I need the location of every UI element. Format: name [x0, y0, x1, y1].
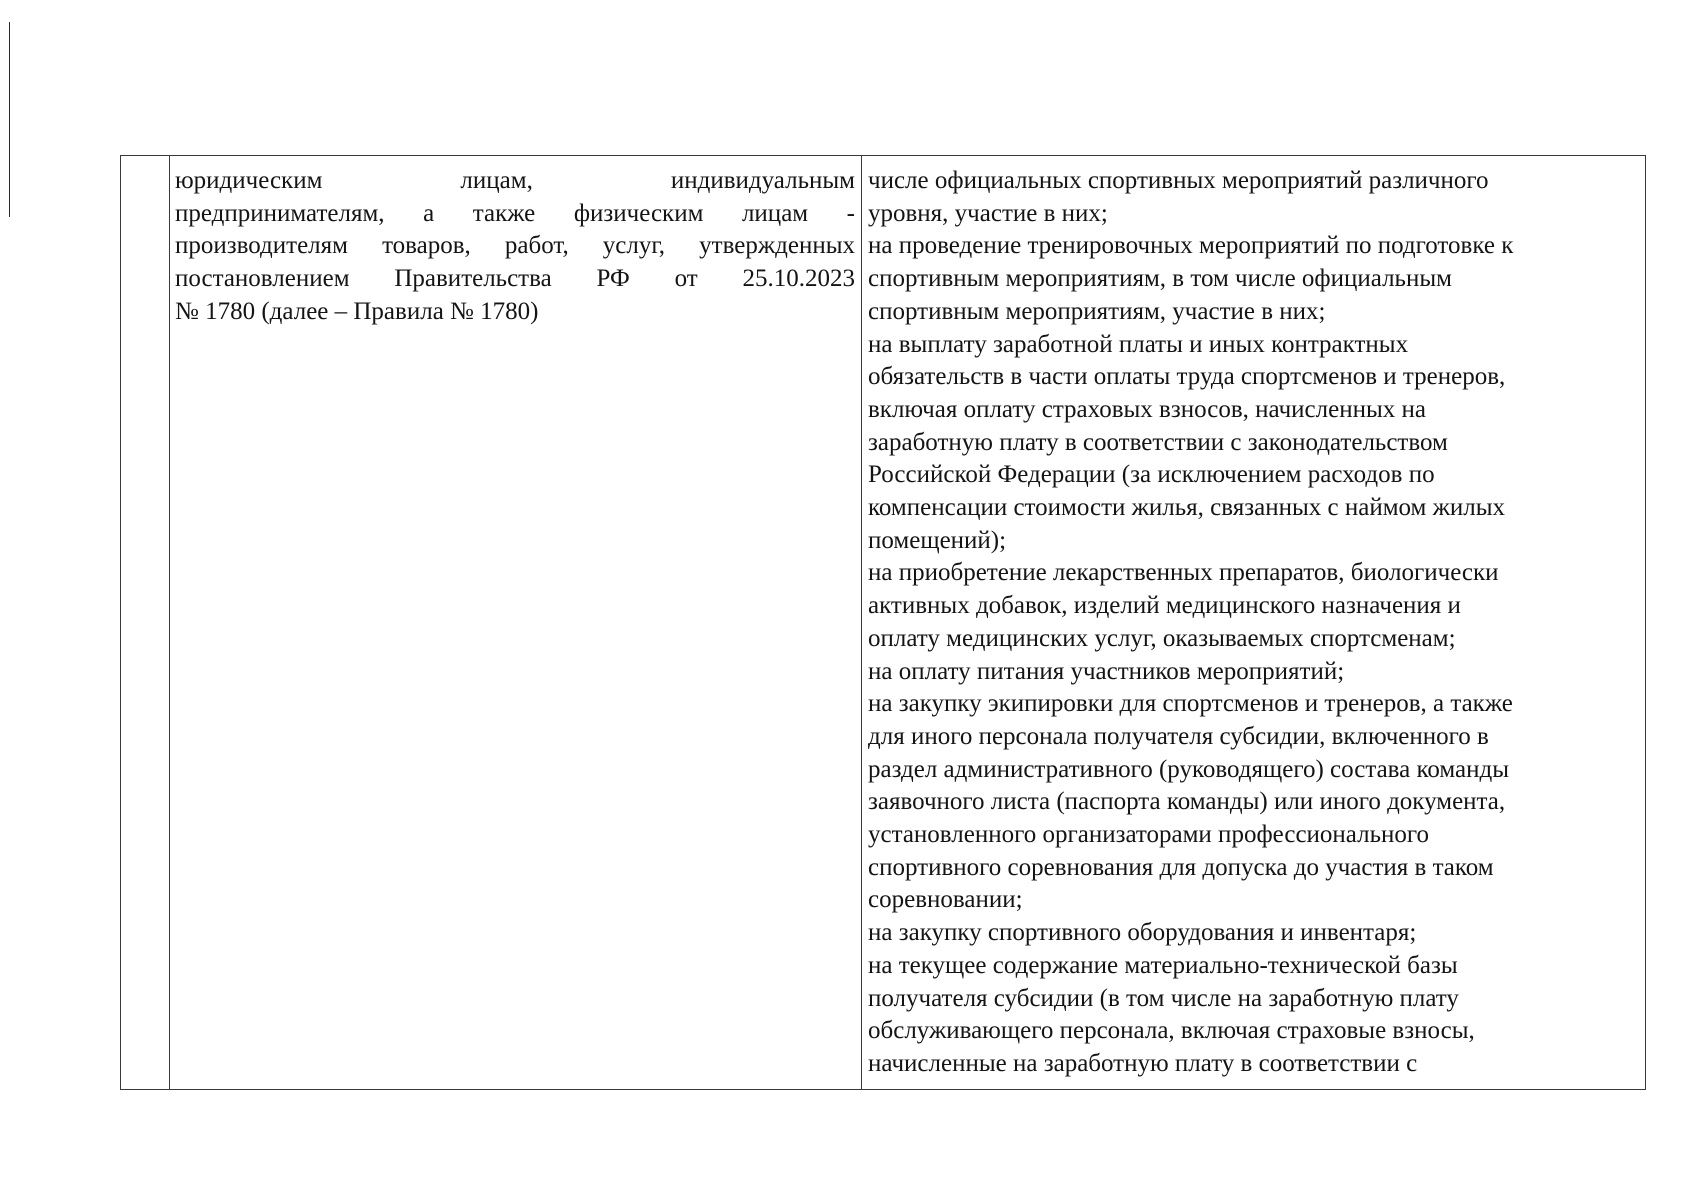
expense-line: заработную плату в соответствии с законодательством — [868, 428, 1448, 456]
legal-basis-line: юридическим лицам, индивидуальным — [175, 167, 855, 194]
column-divider-content — [861, 156, 862, 1089]
column-divider-number — [169, 156, 170, 1089]
expense-line: числе официальных спортивных мероприятий различного — [868, 167, 1489, 194]
expense-line: соревновании; — [868, 886, 1023, 914]
expense-line: на текущее содержание материально-технической базы — [868, 951, 1458, 979]
legal-basis-line: № 1780 (далее – Правила № 1780) — [175, 297, 539, 325]
expense-line: на закупку экипировки для спортсменов и тренеров, а также — [868, 690, 1513, 718]
expense-line: оплату медицинских услуг, оказываемых спортсменам; — [868, 624, 1456, 652]
legal-basis-line: производителям товаров, работ, услуг, утвержденных — [175, 232, 855, 260]
expense-line: включая оплату страховых взносов, начисленных на — [868, 395, 1426, 423]
expense-line: начисленные на заработную плату в соответствии с — [868, 1049, 1418, 1077]
expense-line: спортивным мероприятиям, участие в них; — [868, 297, 1326, 325]
expense-line: на выплату заработной платы и иных контрактных — [868, 330, 1409, 358]
legal-basis-cell — [175, 165, 855, 329]
expense-line: на проведение тренировочных мероприятий по подготовке к — [868, 232, 1514, 260]
expense-line: помещений); — [868, 526, 1007, 554]
document-table — [120, 155, 1646, 1090]
expense-line: на приобретение лекарственных препаратов, биологически — [868, 559, 1499, 587]
expense-line: компенсации стоимости жилья, связанных с наймом жилых — [868, 494, 1506, 522]
scan-edge-mark — [9, 22, 10, 217]
expense-line: на закупку спортивного оборудования и инвентаря; — [868, 919, 1417, 947]
expense-line: активных добавок, изделий медицинского назначения и — [868, 592, 1461, 620]
legal-basis-line: постановлением Правительства РФ от 25.10.2023 — [175, 265, 855, 293]
expense-line: спортивного соревнования для допуска до участия в таком — [868, 853, 1494, 881]
expense-purposes-cell — [868, 165, 1638, 1081]
expense-line: спортивным мероприятиям, в том числе официальным — [868, 265, 1452, 293]
expense-line: уровня, участие в них; — [868, 199, 1108, 227]
expense-line: Российской Федерации (за исключением расходов по — [868, 461, 1435, 489]
expense-line: обязательств в части оплаты труда спортсменов и тренеров, — [868, 363, 1506, 391]
expense-line: на оплату питания участников мероприятий; — [868, 657, 1345, 685]
expense-line: обслуживающего персонала, включая страховые взносы, — [868, 1017, 1475, 1045]
legal-basis-line: предпринимателям, а также физическим лицам - — [175, 199, 855, 227]
expense-line: заявочного листа (паспорта команды) или иного документа, — [868, 788, 1506, 816]
expense-line: установленного организаторами профессионального — [868, 821, 1430, 849]
expense-line: для иного персонала получателя субсидии, включенного в — [868, 722, 1489, 750]
expense-line: раздел административного (руководящего) состава команды — [868, 755, 1510, 783]
expense-line: получателя субсидии (в том числе на заработную плату — [868, 984, 1459, 1012]
